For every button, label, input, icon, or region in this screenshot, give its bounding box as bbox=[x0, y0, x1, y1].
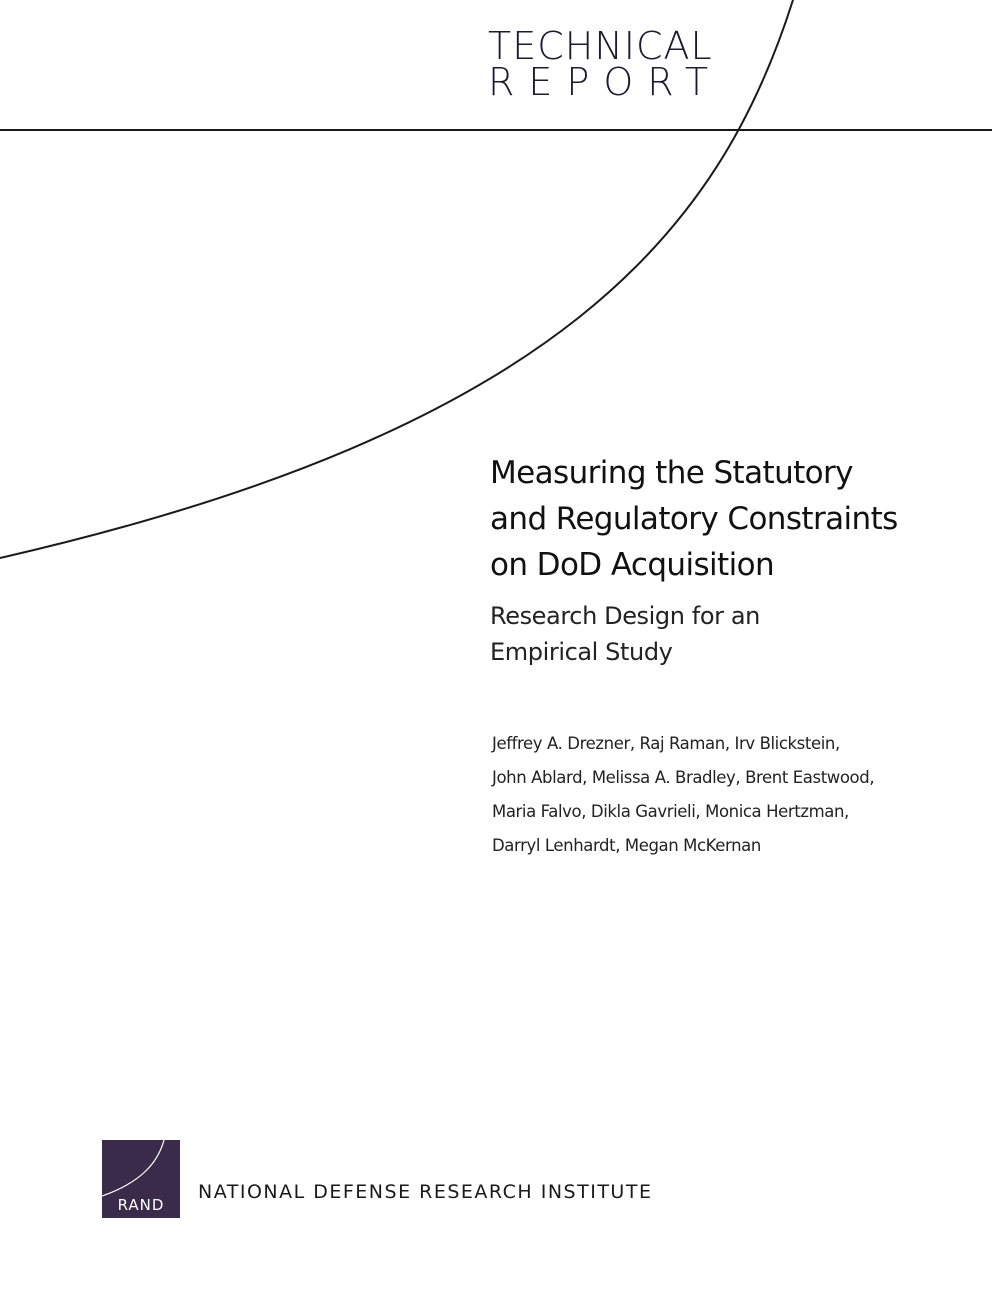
rand-logo bbox=[102, 1140, 180, 1218]
author-line: Darryl Lenhardt, Megan McKernan bbox=[492, 836, 761, 855]
logo-text: RAND bbox=[117, 1196, 165, 1214]
author-list bbox=[492, 727, 992, 863]
author-line: John Ablard, Melissa A. Bradley, Brent Eastwood, bbox=[492, 768, 875, 787]
author-line: Jeffrey A. Drezner, Raj Raman, Irv Blickstein, bbox=[492, 734, 840, 753]
report-title: Measuring the Statutory and Regulatory Constraints on DoD Acquisition bbox=[490, 455, 898, 583]
series-label-line2: REPORT bbox=[488, 60, 723, 104]
series-label-line1: TECHNICAL bbox=[488, 24, 713, 68]
institute-name: NATIONAL DEFENSE RESEARCH INSTITUTE bbox=[198, 1181, 653, 1203]
series-label bbox=[488, 24, 723, 104]
title-block bbox=[490, 450, 990, 670]
author-line: Maria Falvo, Dikla Gavrieli, Monica Hertzman, bbox=[492, 802, 849, 821]
report-subtitle: Research Design for an Empirical Study bbox=[490, 602, 760, 666]
